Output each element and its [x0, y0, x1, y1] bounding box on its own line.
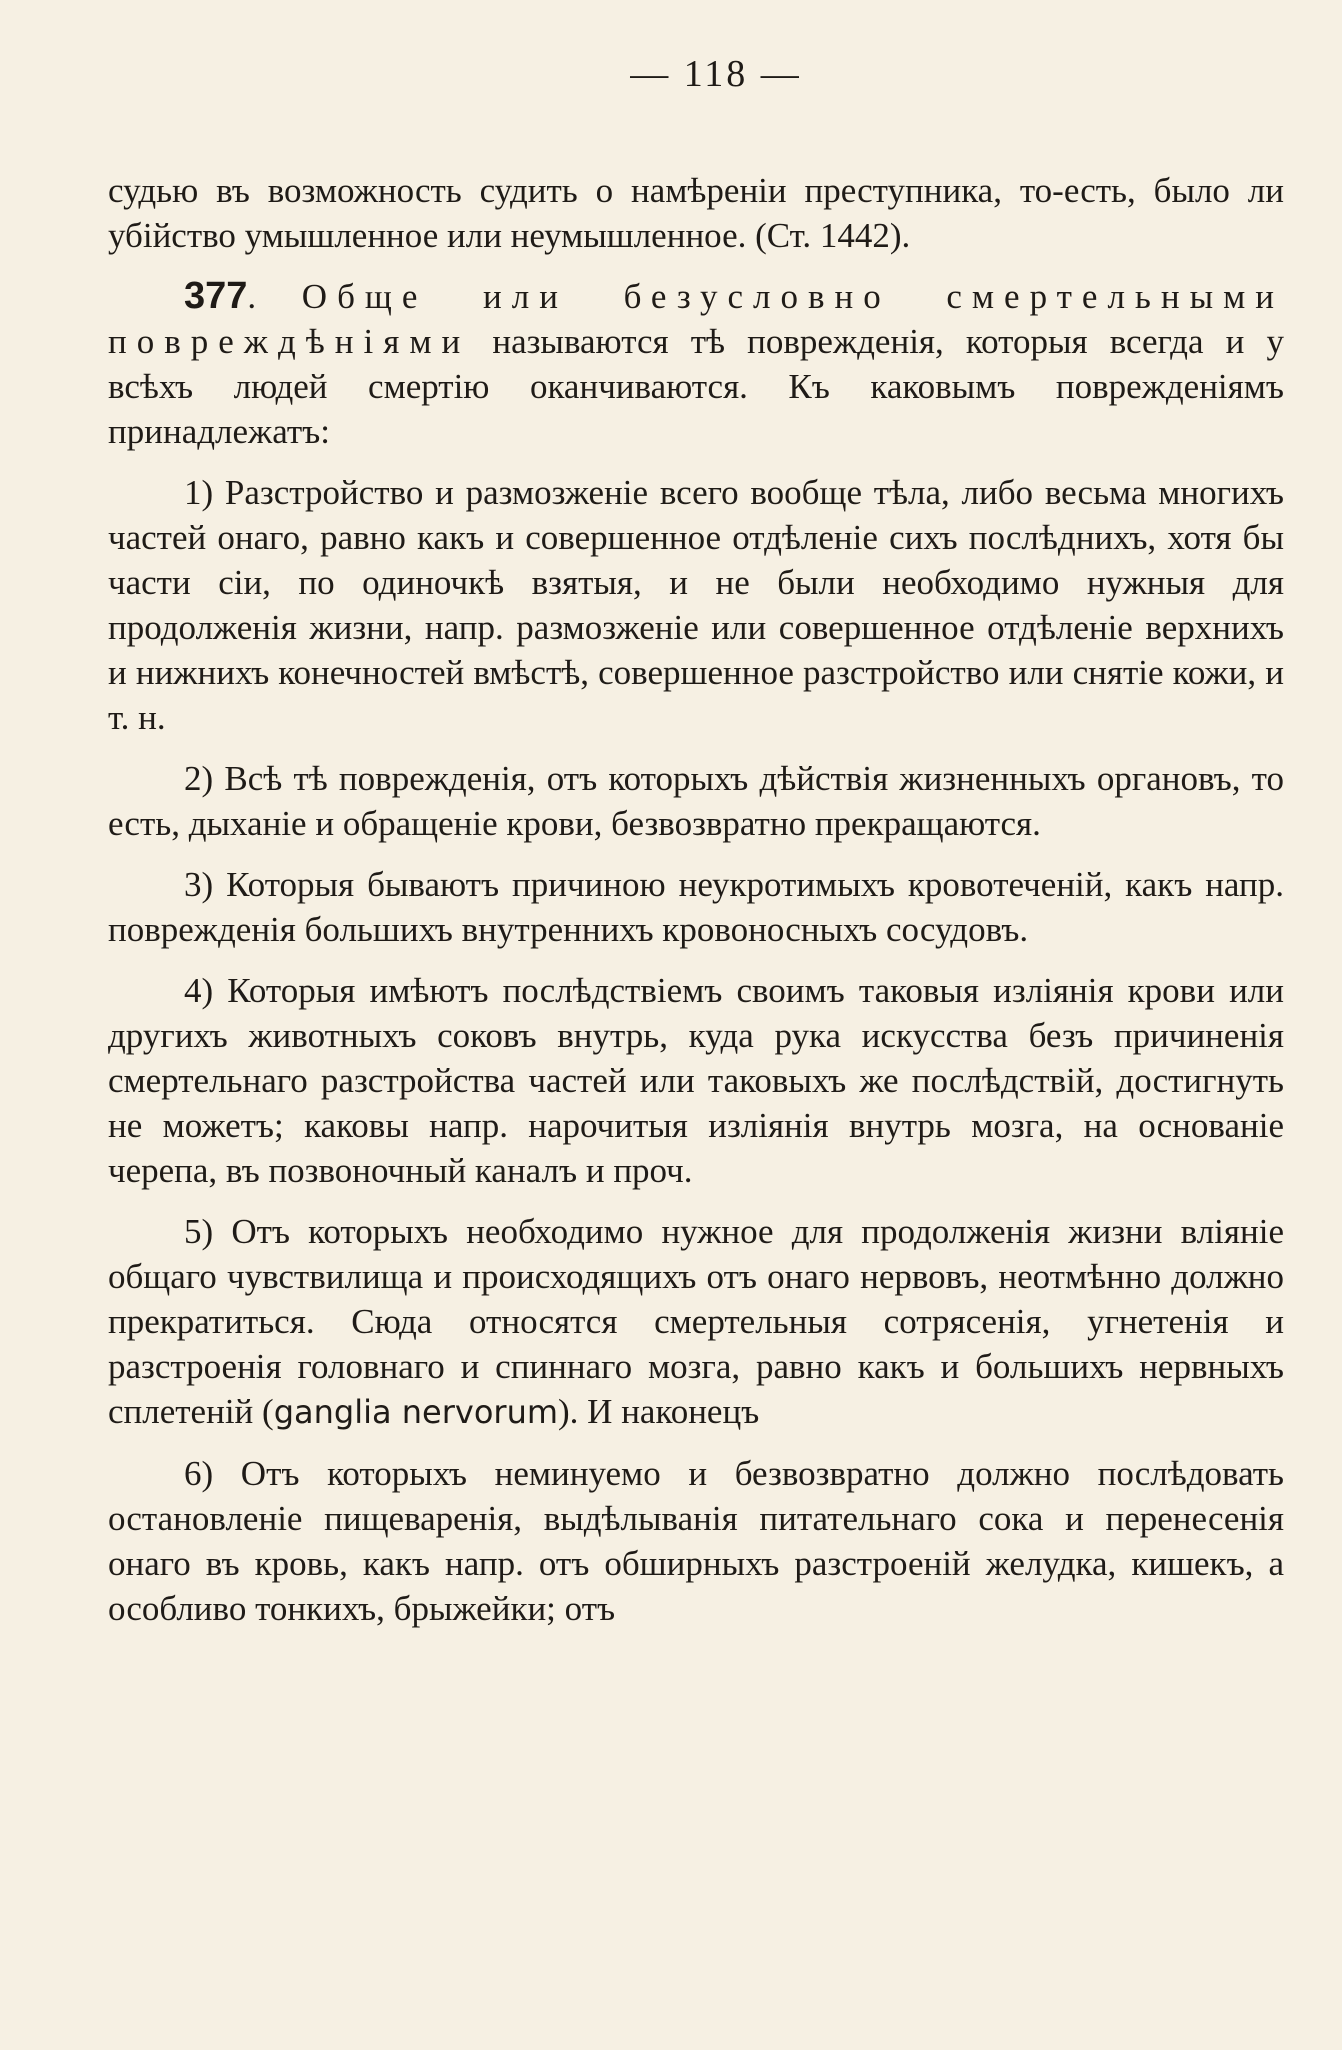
- article-number: 377: [184, 275, 248, 317]
- article-dot: .: [247, 277, 302, 316]
- latin-term: gangliа nervorum: [273, 1393, 559, 1431]
- list-item-4: 4) Которыя имѣютъ послѣдствіемъ своимъ таковыя изліянія крови или другихъ животныхъ соковъ внутрь, куда рука искусства безъ причиненія смертельнаго разстройства частей или таковыхъ же послѣдствій, достигнуть не можетъ; каковы напр. нарочитыя изліянія внутрь мозга, на основаніе черепа, въ позвоночный каналъ и проч.: [108, 971, 1284, 1190]
- paragraph-article-377: [108, 274, 1284, 454]
- list-item-5-text: 5) Отъ которыхъ необходимо нужное для продолженія жизни вліяніе общаго чувствилища и происходящихъ отъ онаго нервовъ, неотмѣнно должно прекратиться. Сюда относятся смертельныя сотрясенія, угнетенія и разстроенія головнаго и спиннаго мозга, равно какъ и большихъ нервныхъ сплетеній (: [108, 1212, 1284, 1431]
- body-text: [108, 168, 1284, 1631]
- list-item-5: [108, 1209, 1284, 1435]
- list-item-1: 1) Разстройство и размозженіе всего вообще тѣла, либо весьма многихъ частей онаго, равно какъ и совершенное отдѣленіе сихъ послѣднихъ, хотя бы части сіи, по одиночкѣ взятыя, и не были необходимо нужныя для продолженія жизни, напр. размозженіе или совершенное отдѣленіе верхнихъ и нижнихъ конечностей вмѣстѣ, совершенное разстройство или снятіе кожи, и т. н.: [108, 473, 1284, 737]
- paragraph-continuation: судью въ возможность судить о намѣреніи преступника, то-есть, было ли убійство умышленное или неумышленное. (Ст. 1442).: [108, 171, 1284, 255]
- list-item-6: 6) Отъ которыхъ неминуемо и безвозвратно должно послѣдовать остановленіе пищеваренія, выдѣлыванія питательнаго сока и перенесенія онаго въ кровь, какъ напр. отъ обширныхъ разстроеній желудка, кишекъ, а особливо тонкихъ, брыжейки; отъ: [108, 1454, 1284, 1628]
- article-text: называются тѣ поврежденія, которыя всегда и у всѣхъ людей смертію оканчиваются. Къ каковымъ поврежденіямъ принадлежатъ:: [108, 322, 1284, 451]
- list-item-2: 2) Всѣ тѣ поврежденія, отъ которыхъ дѣйствія жизненныхъ органовъ, то есть, дыханіе и обращеніе крови, безвозвратно прекращаются.: [108, 759, 1284, 843]
- spaced-term: Обще или безусловно смертельными повреждѣніями: [108, 277, 1284, 361]
- list-item-5-end: ). И наконецъ: [558, 1392, 760, 1431]
- page-number: — 118 —: [630, 53, 802, 95]
- list-item-3: 3) Которыя бываютъ причиною неукротимыхъ кровотеченій, какъ напр. поврежденія большихъ внутреннихъ кровоносныхъ сосудовъ.: [108, 865, 1284, 949]
